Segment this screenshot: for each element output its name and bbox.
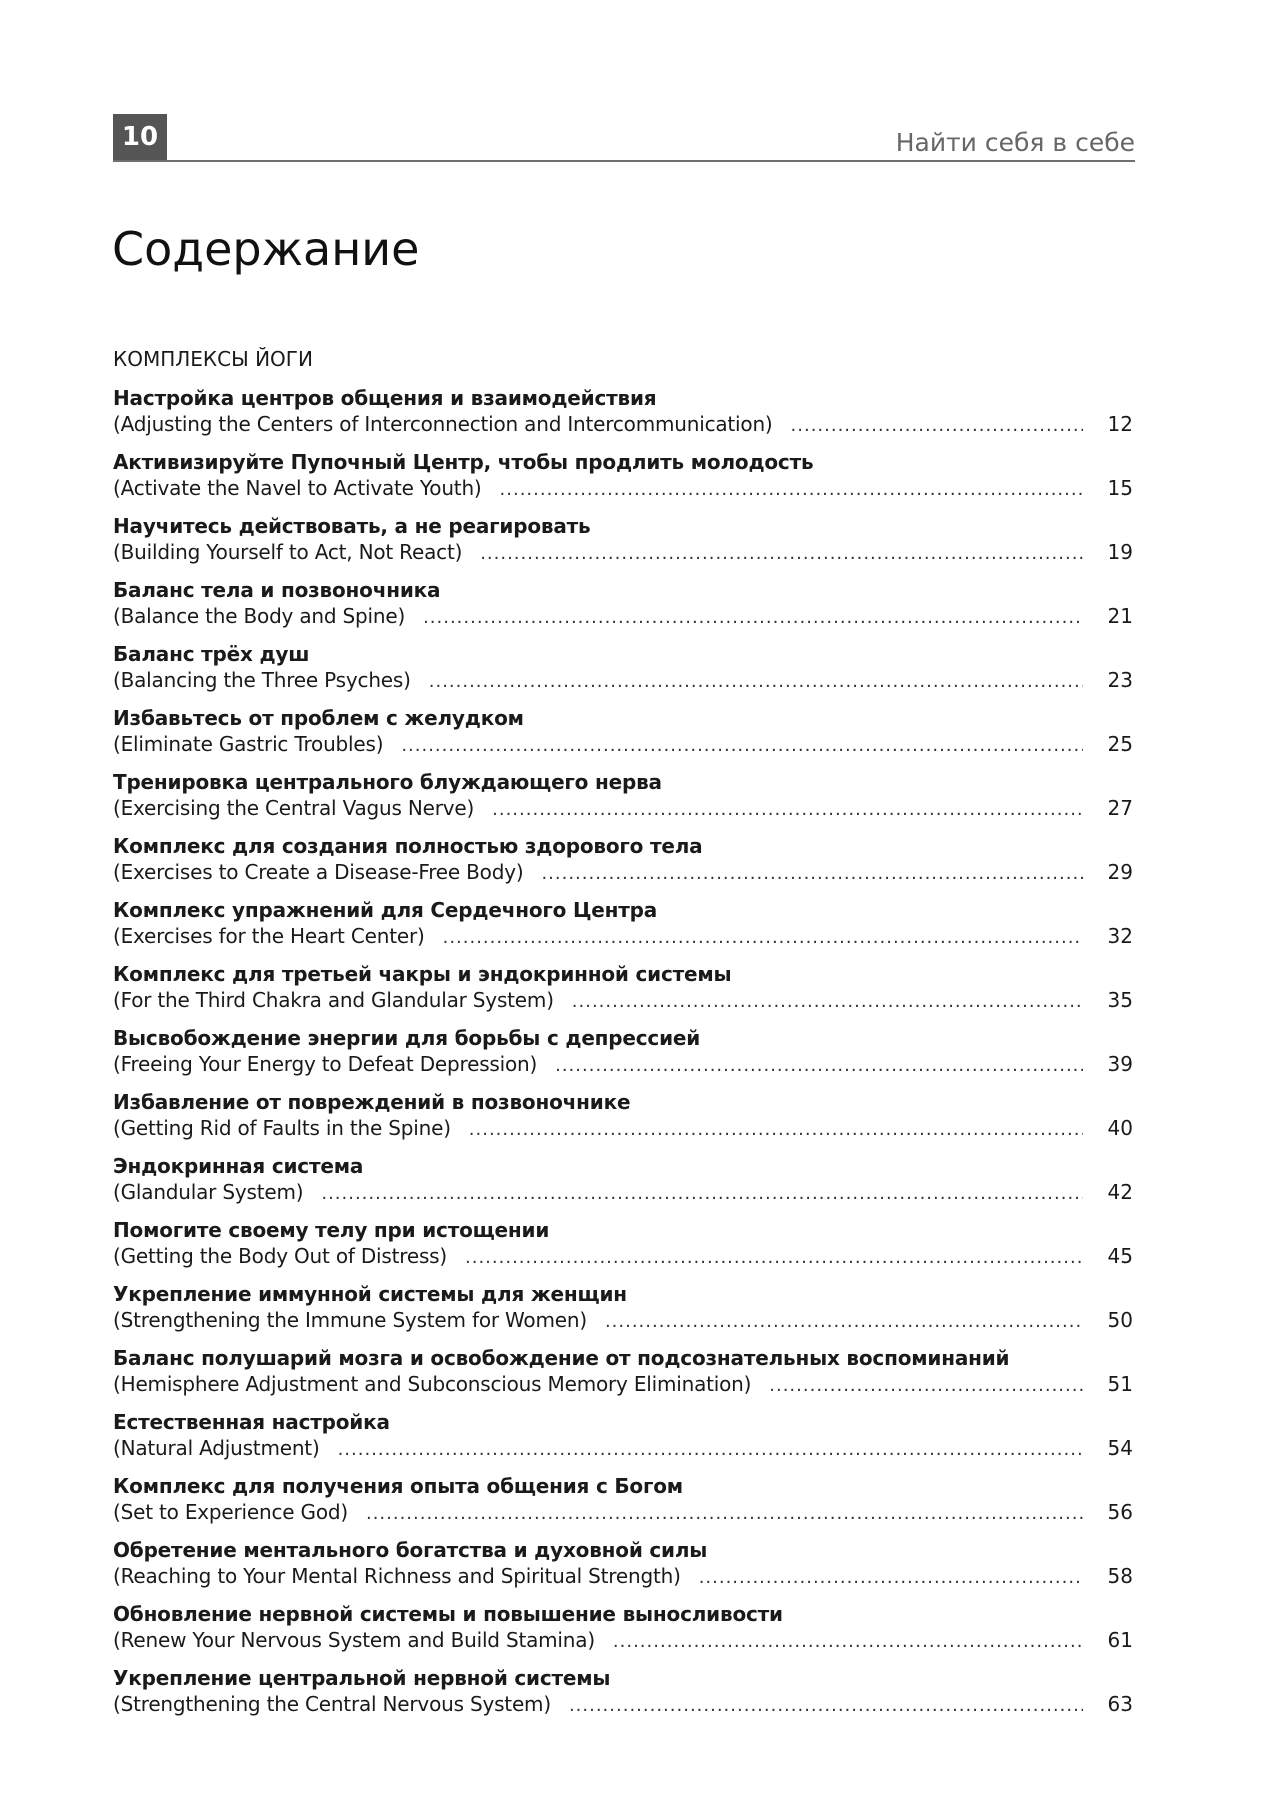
toc-entry[interactable] [113,769,1133,833]
toc-entry-title-ru: Тренировка центрального блуждающего нерва [113,770,662,794]
toc-entry[interactable] [113,1345,1133,1409]
dot-leader [480,540,1083,567]
toc-entry-line [113,667,1133,694]
dot-leader [429,668,1083,695]
toc-entry-page-number: 40 [1107,1116,1133,1140]
dot-leader [443,924,1083,951]
toc-entry-title-en: (Strengthening the Immune System for Women) [113,1308,587,1332]
toc-entry-page-number: 56 [1107,1500,1133,1524]
toc-entry-title-ru: Баланс трёх душ [113,642,310,666]
dot-leader [605,1308,1083,1335]
toc-entry-title-ru: Активизируйте Пупочный Центр, чтобы продлить молодость [113,450,814,474]
toc-entry-title-en: (Strengthening the Central Nervous System) [113,1692,551,1716]
toc-entry-line [113,1179,1133,1206]
running-header [113,114,1135,162]
toc-entry-page-number: 15 [1107,476,1133,500]
toc-entry[interactable] [113,833,1133,897]
toc-entry-line [113,1691,1133,1718]
toc-entry-title-en: (Adjusting the Centers of Interconnection and Intercommunication) [113,412,773,436]
toc-entry-title-en: (Exercises for the Heart Center) [113,924,425,948]
toc-entry[interactable] [113,385,1133,449]
toc-entry-page-number: 39 [1107,1052,1133,1076]
toc-entry-page-number: 45 [1107,1244,1133,1268]
toc-entry-page-number: 12 [1107,412,1133,436]
toc-entry-line [113,539,1133,566]
toc-entry[interactable] [113,1153,1133,1217]
toc-entry[interactable] [113,1537,1133,1601]
toc-entry-title-en: (Exercising the Central Vagus Nerve) [113,796,475,820]
toc-entry[interactable] [113,897,1133,961]
toc-entry-title-en: (Getting the Body Out of Distress) [113,1244,448,1268]
section-heading: КОМПЛЕКСЫ ЙОГИ [113,347,313,371]
toc-entry-page-number: 25 [1107,732,1133,756]
toc-entry-page-number: 35 [1107,988,1133,1012]
toc-entry-title-en: (Activate the Navel to Activate Youth) [113,476,482,500]
dot-leader [338,1436,1083,1463]
toc-entry-title-en: (Hemisphere Adjustment and Subconscious Memory Elimination) [113,1372,752,1396]
toc-entry-title-ru: Комплекс для получения опыта общения с Богом [113,1474,683,1498]
dot-leader [613,1628,1083,1655]
toc-entry[interactable] [113,1281,1133,1345]
toc-entry-title-en: (Balancing the Three Psyches) [113,668,411,692]
toc-entry-page-number: 29 [1107,860,1133,884]
dot-leader [791,412,1083,439]
toc-entry[interactable] [113,705,1133,769]
toc-entry-line [113,1243,1133,1270]
toc-entry-line [113,1563,1133,1590]
toc-entry-line [113,1307,1133,1334]
toc-entry-title-ru: Эндокринная система [113,1154,364,1178]
dot-leader [769,1372,1083,1399]
dot-leader [469,1116,1083,1143]
toc-entry[interactable] [113,1089,1133,1153]
toc-entry-title-en: (Reaching to Your Mental Richness and Spiritual Strength) [113,1564,681,1588]
toc-entry[interactable] [113,641,1133,705]
dot-leader [555,1052,1083,1079]
contents-title: Содержание [112,222,420,276]
dot-leader [699,1564,1083,1591]
toc-entry-title-ru: Обновление нервной системы и повышение выносливости [113,1602,783,1626]
toc-entry-page-number: 61 [1107,1628,1133,1652]
toc-entry-page-number: 21 [1107,604,1133,628]
toc-entry[interactable] [113,449,1133,513]
toc-entry[interactable] [113,513,1133,577]
toc-entry-title-en: (Building Yourself to Act, Not React) [113,540,463,564]
toc-entry-title-en: (Renew Your Nervous System and Build Stamina) [113,1628,595,1652]
toc-entry-title-ru: Избавьтесь от проблем с желудком [113,706,524,730]
toc-entry-line [113,731,1133,758]
toc-entry-title-en: (Eliminate Gastric Troubles) [113,732,384,756]
toc-entry-page-number: 51 [1107,1372,1133,1396]
toc-entry-line [113,923,1133,950]
book-title: Найти себя в себе [895,128,1135,157]
toc-entry[interactable] [113,1409,1133,1473]
toc-entry-line [113,987,1133,1014]
toc-entry-title-ru: Комплекс упражнений для Сердечного Центра [113,898,658,922]
dot-leader [366,1500,1083,1527]
toc-entry-page-number: 27 [1107,796,1133,820]
toc-entry-line [113,1627,1133,1654]
dot-leader [541,860,1083,887]
toc-entry-page-number: 58 [1107,1564,1133,1588]
toc-entry-title-en: (Freeing Your Energy to Defeat Depression) [113,1052,538,1076]
toc-entry-page-number: 42 [1107,1180,1133,1204]
toc-entry-page-number: 23 [1107,668,1133,692]
toc-entry-title-ru: Укрепление центральной нервной системы [113,1666,611,1690]
toc-entry-title-en: (Natural Adjustment) [113,1436,320,1460]
toc-entry-title-en: (Glandular System) [113,1180,304,1204]
dot-leader [465,1244,1083,1271]
toc-entry[interactable] [113,1601,1133,1665]
toc-entry-title-en: (Set to Experience God) [113,1500,348,1524]
toc-entry-page-number: 19 [1107,540,1133,564]
toc-entry-line [113,1435,1133,1462]
toc-entry-page-number: 63 [1107,1692,1133,1716]
toc-entry[interactable] [113,1025,1133,1089]
toc-entry-line [113,859,1133,886]
toc-entry-line [113,1115,1133,1142]
toc-entry-page-number: 50 [1107,1308,1133,1332]
toc-entry-title-en: (Getting Rid of Faults in the Spine) [113,1116,451,1140]
toc-entry-title-ru: Баланс тела и позвоночника [113,578,441,602]
toc-entry-title-en: (For the Third Chakra and Glandular System) [113,988,554,1012]
toc-entry-line [113,411,1133,438]
toc-entry-title-en: (Exercises to Create a Disease-Free Body) [113,860,524,884]
toc-entry-title-ru: Научитесь действовать, а не реагировать [113,514,591,538]
dot-leader [423,604,1083,631]
dot-leader [572,988,1083,1015]
toc-entry-line [113,1499,1133,1526]
toc-entry-title-ru: Комплекс для третьей чакры и эндокринной системы [113,962,732,986]
toc-entry-page-number: 32 [1107,924,1133,948]
toc-entry-title-ru: Помогите своему телу при истощении [113,1218,550,1242]
toc-entry-page-number: 54 [1107,1436,1133,1460]
toc-entry-title-ru: Настройка центров общения и взаимодействия [113,386,657,410]
toc-entry-title-ru: Баланс полушарий мозга и освобождение от подсознательных воспоминаний [113,1346,1010,1370]
toc-entry[interactable] [113,577,1133,641]
toc-entry[interactable] [113,1217,1133,1281]
toc-entry[interactable] [113,961,1133,1025]
toc-entry-line [113,603,1133,630]
page-number: 10 [113,114,167,160]
toc-entry-title-ru: Комплекс для создания полностью здорового тела [113,834,703,858]
dot-leader [401,732,1083,759]
toc-entry-line [113,1051,1133,1078]
toc-entry[interactable] [113,1665,1133,1729]
toc-entry-title-ru: Обретение ментального богатства и духовной силы [113,1538,708,1562]
toc-entry-title-ru: Укрепление иммунной системы для женщин [113,1282,627,1306]
table-of-contents [113,385,1133,1729]
toc-entry-line [113,475,1133,502]
dot-leader [500,476,1083,503]
toc-entry-line [113,1371,1133,1398]
toc-entry-title-en: (Balance the Body and Spine) [113,604,406,628]
toc-entry-line [113,795,1133,822]
toc-entry-title-ru: Высвобождение энергии для борьбы с депрессией [113,1026,701,1050]
dot-leader [492,796,1083,823]
dot-leader [321,1180,1083,1207]
toc-entry-title-ru: Естественная настройка [113,1410,390,1434]
dot-leader [569,1692,1083,1719]
toc-entry[interactable] [113,1473,1133,1537]
toc-entry-title-ru: Избавление от повреждений в позвоночнике [113,1090,631,1114]
